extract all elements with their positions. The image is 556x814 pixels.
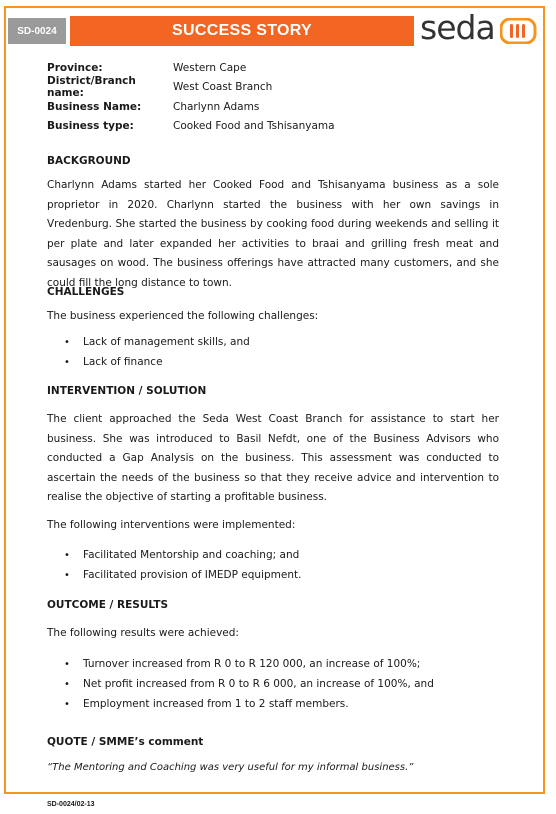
- list-item: • Facilitated provision of IMEDP equipment.: [64, 569, 302, 581]
- logo-wordmark: seda: [420, 8, 495, 47]
- logo-mark-icon: [500, 18, 538, 44]
- info-value: Charlynn Adams: [173, 100, 260, 113]
- smme-quote: “The Mentoring and Coaching was very useful for my informal business.”: [47, 762, 414, 773]
- info-row-branch: [47, 75, 499, 100]
- outcome-intro: The following results were achieved:: [47, 627, 239, 639]
- info-label: Business type:: [47, 120, 134, 133]
- list-item: • Facilitated Mentorship and coaching; and: [64, 549, 300, 561]
- list-item: • Lack of finance: [64, 356, 163, 368]
- info-label: Business Name:: [47, 100, 142, 113]
- list-item-text: Facilitated provision of IMEDP equipment.: [83, 569, 302, 581]
- info-value: Western Cape: [173, 61, 247, 74]
- info-row-business-type: [47, 117, 499, 137]
- info-label: District/Branch name:: [47, 75, 136, 100]
- outcome-list: [64, 654, 434, 714]
- list-item: • Turnover increased from R 0 to R 120 000, an increase of 100%;: [64, 658, 421, 670]
- challenges-list: [64, 332, 250, 372]
- list-item: • Lack of management skills, and: [64, 336, 250, 348]
- list-item-text: Turnover increased from R 0 to R 120 000, an increase of 100%;: [83, 658, 421, 670]
- list-item: • Net profit increased from R 0 to R 6 000, an increase of 100%, and: [64, 678, 434, 690]
- challenges-heading: CHALLENGES: [47, 286, 125, 298]
- page-title: SUCCESS STORY: [70, 16, 414, 46]
- intervention-heading: INTERVENTION / SOLUTION: [47, 385, 207, 397]
- info-label: Province:: [47, 61, 103, 74]
- outcome-heading: OUTCOME / RESULTS: [47, 599, 169, 611]
- info-value: West Coast Branch: [173, 81, 273, 94]
- background-heading: BACKGROUND: [47, 155, 131, 167]
- intervention-paragraph: The client approached the Seda West Coast Branch for assistance to start her business. She was introduced to Basil Nefdt, one of the Business Advisors who conducted a Gap Analysis on the business. This assessment was conducted to ascertain the needs of the business so that they receive advice and intervention to realise the objective of starting a profitable business.: [47, 413, 499, 503]
- document-code-badge: SD-0024: [8, 18, 66, 44]
- quote-heading: QUOTE / SMME’s comment: [47, 736, 204, 748]
- business-info: [47, 58, 499, 136]
- list-item-text: Net profit increased from R 0 to R 6 000, an increase of 100%, and: [83, 678, 434, 690]
- interventions-list: [64, 545, 301, 585]
- list-item: • Employment increased from 1 to 2 staff members.: [64, 698, 349, 710]
- seda-logo: [420, 10, 540, 50]
- list-item-text: Facilitated Mentorship and coaching; and: [83, 549, 300, 561]
- footer-document-code: SD-0024/02-13: [47, 801, 95, 808]
- list-item-text: Employment increased from 1 to 2 staff members.: [83, 698, 349, 710]
- info-value: Cooked Food and Tshisanyama: [173, 120, 335, 133]
- challenges-intro: The business experienced the following challenges:: [47, 310, 319, 322]
- background-paragraph: Charlynn Adams started her Cooked Food and Tshisanyama business as a sole proprietor in 2020. Charlynn started the business with her own savings in Vredenburg. She started the business by cooking food during weekends and selling it per plate and later expanded her activities to braai and grilling fresh meat and sausages on wood. The business offerings have attracted many customers, and she could fill the long distance to town.: [47, 179, 499, 289]
- interventions-intro: The following interventions were implemented:: [47, 519, 296, 531]
- info-row-business-name: [47, 97, 499, 117]
- list-item-text: Lack of finance: [83, 356, 163, 368]
- list-item-text: Lack of management skills, and: [83, 336, 250, 348]
